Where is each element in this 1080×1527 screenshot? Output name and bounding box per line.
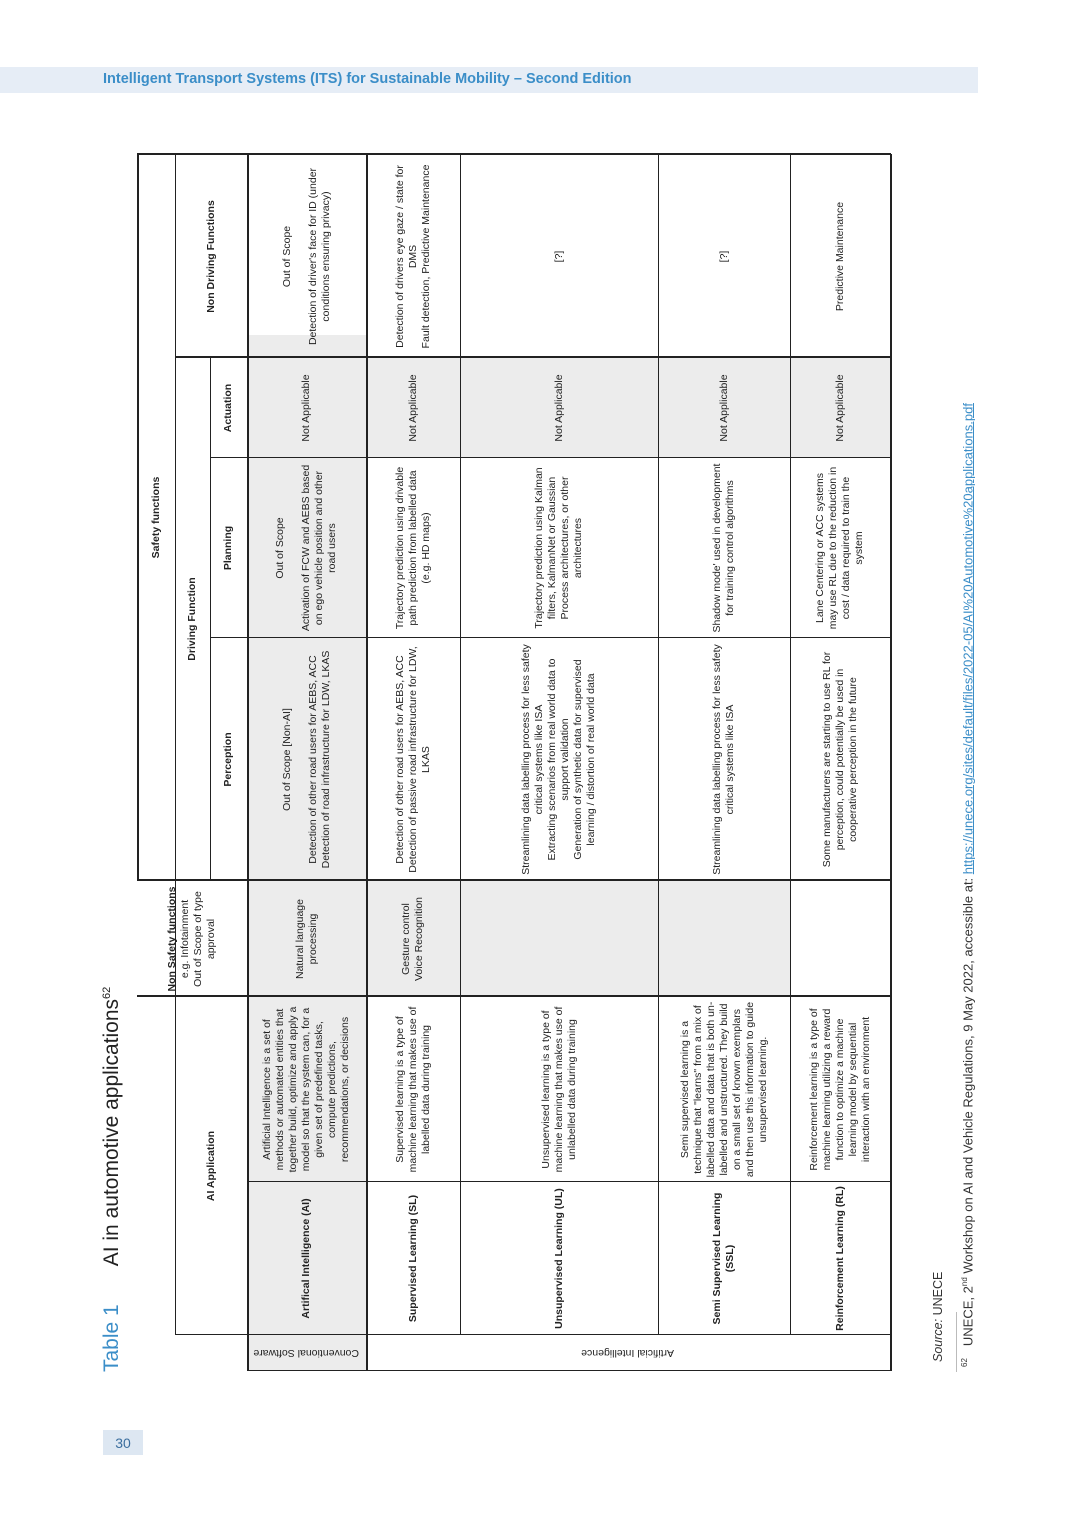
row-ai-nondriving — [247, 155, 366, 358]
row-sl-nondriving-2: Fault detection, Predictive Maintenance — [419, 164, 432, 349]
row-ai-perception-3: Detection of road infrastructure for LDW, LKAS — [319, 650, 332, 869]
header-driving: Driving Function — [186, 577, 198, 661]
row-sl-nondriving — [366, 155, 460, 358]
row-sl-desc: Supervised learning is a type of machine learning that makes use of labelled data during training — [393, 1006, 432, 1173]
row-rl-planning: Lane Centering or ACC systems may use RL due to the reduction in cost / data required to train the system — [814, 466, 865, 630]
header-non-safety — [137, 881, 247, 997]
table-title-sup: 62 — [101, 986, 113, 999]
non-safety-title: Non Safety functions — [166, 886, 178, 992]
header-safety: Safety functions — [149, 476, 162, 559]
header-perception: Perception — [222, 732, 234, 787]
row-sl-perception-2: Detection of passive road infrastructure for LDW, LKAS — [406, 646, 432, 873]
non-safety-scope: Out of Scope of type approval — [192, 891, 217, 987]
row-ai-perception-1: Out of Scope [Non-AI] — [280, 708, 293, 811]
row-sl-nondriving-1: Detection of drivers eye gaze / state for DMS — [393, 165, 419, 348]
row-sl-nonsafety-1: Gesture control — [400, 903, 412, 975]
row-ul-planning: Trajectory prediction using Kalman filters, KalmanNet or Gaussian Process architectures, or other architectures — [533, 467, 584, 629]
page-number: 30 — [103, 1430, 143, 1455]
header-ai-application: AI Application — [204, 1130, 217, 1202]
row-ai-desc: Artificial Intelligence is a set of methods or automated entities that together build, optimize and apply a model so that the system can, for a given set of predefined tasks, compute predictions, recommendations, or decisions — [261, 1006, 351, 1173]
row-rl-actuation: Not Applicable — [833, 374, 846, 442]
footnote-divider — [956, 1312, 957, 1372]
row-sl-nonsafety-2: Voice Recognition — [413, 896, 425, 982]
header-non-driving: Non Driving Functions — [204, 200, 217, 313]
row-ai-planning-2: Activation of FCW and AEBS based on ego vehicle position and other road users — [300, 464, 338, 632]
row-ssl-planning: Shadow mode' used in development for training control algorithms — [711, 463, 736, 633]
row-sl-actuation: Not Applicable — [406, 374, 419, 442]
group-conventional-label: Conventional Software — [253, 1347, 360, 1359]
table-title — [100, 987, 124, 1372]
source-value: UNECE — [931, 1271, 945, 1316]
footnote-link[interactable]: https://unece.org/sites/default/files/2022-05/AI%20Automotive%20applications.pdf — [960, 403, 976, 875]
header-actuation: Actuation — [222, 383, 234, 433]
row-ssl-name: Semi Supervised Learning (SSL) — [711, 1192, 736, 1325]
header-planning: Planning — [222, 525, 234, 571]
header-title: Intelligent Transport Systems (ITS) for Sustainable Mobility – Second Edition — [103, 71, 632, 87]
row-ul-perception — [460, 638, 658, 881]
table-title-text: AI in automotive applications — [100, 998, 123, 1267]
row-ul-nondriving: [?] — [552, 250, 565, 263]
row-sl-planning: Trajectory prediction using drivable path prediction from labelled data (e.g. HD maps) — [393, 466, 432, 630]
row-ai-planning — [247, 458, 366, 638]
row-sl-perception — [366, 638, 460, 881]
footnote-sup: nd — [960, 1277, 969, 1287]
row-ul-actuation: Not Applicable — [552, 374, 565, 442]
row-ai-actuation: Not Applicable — [300, 374, 312, 442]
row-ssl-desc: Semi supervised learning is a technique that "learns" from a mix of labelled data and data that is both un-labelled and unstructured. They build on a small set of known exemplars and then use this information to guide unsupervised learning. — [678, 1001, 769, 1178]
row-ul-desc: Unsupervised learning is a type of machine learning that makes use of unlabelled data during training — [539, 1006, 578, 1173]
group-ai-label: Artificial Intelligence — [581, 1347, 675, 1359]
source-label: Source: — [931, 1318, 945, 1362]
row-ul-perception-1: Streamlining data labelling process for less safety critical systems like ISA — [520, 644, 545, 875]
row-sl-name: Supervised Learning (SL) — [406, 1194, 419, 1323]
row-ai-nondriving-2: Detection of driver's face for ID (under conditions ensuring privacy) — [306, 167, 332, 346]
source-line — [931, 1272, 945, 1362]
row-ai-nondriving-1: Out of Scope — [280, 225, 293, 288]
row-ai-perception-2: Detection of other road users for AEBS, ACC — [306, 655, 319, 864]
row-ssl-perception: Streamlining data labelling process for less safety critical systems like ISA — [711, 644, 736, 875]
group-conventional-software — [247, 1335, 366, 1371]
row-ssl-nondriving: [?] — [717, 250, 730, 263]
row-ai-nonsafety: Natural language processing — [293, 899, 319, 979]
non-safety-eg: e.g. Infotainment — [179, 899, 191, 979]
table-label: Table 1 — [100, 1304, 123, 1372]
footnote-text-a: UNECE, 2 — [960, 1286, 976, 1347]
footnote-text-b: Workshop on AI and Vehicle Regulations, 9 May 2022, accessible at: — [960, 874, 976, 1278]
row-ai-name: Artifical Intelligence (AI) — [300, 1198, 312, 1319]
shade-ul-nonsafety — [460, 881, 658, 997]
grid-line — [890, 154, 892, 1371]
footnote — [960, 403, 975, 1367]
row-ai-perception — [247, 638, 366, 881]
row-sl-nonsafety — [366, 881, 460, 997]
row-rl-desc: Reinforcement learning is a type of machine learning utilizing a reward function to optimize a machine learning model by sequential interaction with an environment — [807, 1008, 872, 1171]
row-rl-nondriving: Predictive Maintenance — [833, 201, 846, 312]
row-ai-planning-1: Out of Scope — [274, 517, 286, 579]
footnote-number: 62 — [960, 1358, 969, 1367]
row-sl-perception-1: Detection of other road users for AEBS, ACC — [393, 655, 406, 864]
row-rl-name: Reinforcement Learning (RL) — [833, 1186, 846, 1331]
row-ul-perception-3: Generation of synthetic data for supervised learning / distortion of real world data — [572, 659, 597, 860]
row-ssl-actuation: Not Applicable — [717, 374, 730, 442]
row-rl-perception: Some manufacturers are starting to use RL for perception, could potentially be used in cooperative perception in the future — [820, 651, 859, 868]
group-artificial-intelligence — [366, 1335, 890, 1371]
shade-ssl-nonsafety — [658, 881, 790, 997]
row-ul-name: Unsupervised Learning (UL) — [552, 1188, 565, 1329]
row-ul-perception-2: Extracting scenarios from real world data to support validation — [546, 658, 571, 861]
